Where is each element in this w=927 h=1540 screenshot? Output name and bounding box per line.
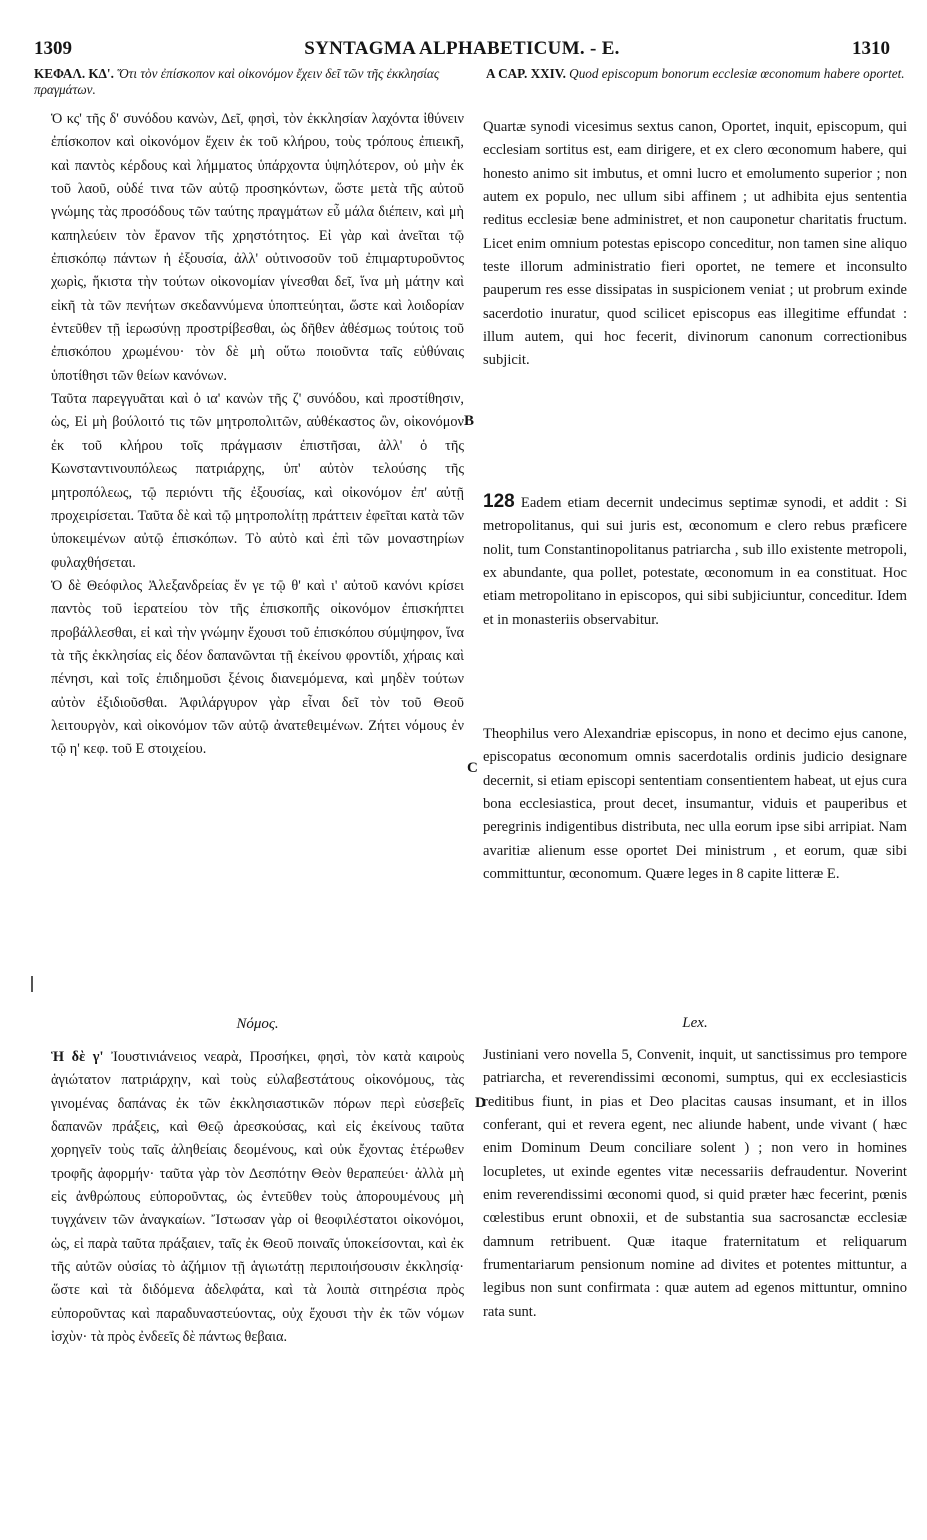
greek-column [51,108,464,762]
margin-mark [31,976,33,992]
latin-column-part-3 [483,723,907,886]
greek-law-paragraph [51,1046,464,1349]
greek-paragraph-1: Ὁ κς' τῆς δ' συνόδου κανὼν, Δεῖ, φησὶ, τὸν ἐκκλησίαν λαχόντα ἰθύνειν ἐπίσκοπον καὶ οἰκονόμον ἔχειν ἐκ τοῦ κλήρου, τοὺς τρόπους ἐπιεικῆ, καὶ παντὸς κέρδους καὶ λήμματος ὑπάρχοντα ὑψηλότερον, οὐ μὴν ἐκ τοῦ λαοῦ, οὐδέ τινα τῶν αὐτῷ προσηκόντων, ὥστε μετὰ τῆς αὐτοῦ γνώμης τὰς προσόδους τῶν ταύτης πραγμάτων εὖ μάλα διέπειν, καὶ μὴ καπηλεύειν τὸν ἔρανον τῆς χρηστότητος. Εἰ γὰρ καὶ ἀνεῖται τῷ ἐπισκόπῳ πάντων ἡ ἐξουσία, ἀλλ' οὐτινοσοῦν τοῦ ἐπιμαρτυροῦντος χωρὶς, ἥκιστα τὴν τούτων οἰκονομίαν γίνεσθαι δεῖ, ἵνα μὴ μάτην καὶ εἰκῆ τὰ τῶν πενήτων σκεδαννύμενα ὑποπτεύηται, ὥστε καὶ λοιδορίαν ἐντεῦθεν τῇ ἱερωσύνῃ προστρίβεσθαι, ὡς δῆθεν ἀθέσμως τούτοις τοῦ ἐπισκόπου χρωμένου· τὸν δὲ μὴ οὕτω ποιοῦντα ταῖς εὐθύναις ὑποτίθησι τῶν θείων κανόνων. [51,111,464,384]
greek-paragraph-3: Ὁ δὲ Θεόφιλος Ἀλεξανδρείας ἔν γε τῷ θ' καὶ ι' αὐτοῦ κανόνι κρίσει παντὸς τοῦ ἱερατείου τὸν τῆς ἐπισκοπῆς οἰκονόμον ἐπισκήπτει προβάλλεσθαι, εἰ καὶ τὴν γνώμην ἔχουσι τοῦ ἐπισκόπου σύμψηφον, ἵνα τὰ τῆς ἐκκλησίας εἰς δέον δαπανῶνται τῇ ἐκείνου φροντίδι, χήραις καὶ πένησι, καὶ τοῖς ἐπιδημοῦσι ξένοις διανεμόμενα, καὶ μηδὲν τούτων αὐτὸν ἐξιδιοῦσθαι. Ἀφιλάργυρον γὰρ εἶναι δεῖ τὸν τοῦ Θεοῦ λειτουργὸν, καὶ οἰκονόμον τῶν αὐτῷ ἀνατεθειμένων. Ζήτει νόμους ἐν τῷ η' κεφ. τοῦ Ε στοιχείου. [51,577,464,758]
latin-chapter-title: Quod episcopum bonorum ecclesiæ œconomum habere oportet. [569,66,905,81]
latin-paragraph-2 [483,490,907,632]
greek-law-text: Ἰουστινιάνειος νεαρὰ, Προσήκει, φησὶ, τὸν κατὰ καιροὺς ἁγιώτατον πατριάρχην, καὶ τοὺς εὐλαβεστάτους οἰκονόμους, τὰς γινομένας δαπάνας ἐκ τῶν ἐκκλησιαστικῶν πόρων περὶ εὐσεβεῖς δαπανῶν πράξεις, καὶ Θεῷ ἀρεσκούσας, καὶ εἰς ἐκείνους ταῦτα χορηγεῖν τοὺς ταῖς ἀληθείαις δεομένους, καὶ οὐκ ἔχοντας ἑτέρωθεν τροφῆς ἀφορμήν· ταῦτα γὰρ τὸν Δεσπότην Θεὸν θεραπεύει· ἀλλὰ μὴ εἰς ἀνθρώπους εὐποροῦντας, ὡς ἐντεῦθεν τοὺς ἀπορουμένους μὴ τυγχάνειν τῶν ἀναγκαίων. Ἴστωσαν γὰρ οἱ θεοφιλέστατοι οἰκονόμοι, ὡς, εἰ παρὰ ταῦτα πράξαιεν, ταῖς ἐκ Θεοῦ ποιναῖς ὑποκείσονται, καὶ ἐκ τῆς αὐτῶν οὐσίας τὸ ἀζήμιον τῇ ἁγιωτάτῃ περιποιήσουσιν ἐκκλησίᾳ· ὥστε καὶ τὰ διδόμενα ἀδελφάτα, καὶ τὰ λοιπὰ σιτηρέσια πρὸς εὐποροῦντας καὶ παραδυναστεύοντας, οὐχ ἔχουσι τὴν ἐκ τῶν νόμων ἰσχὺν· τὰ πρὸς ἐνδεεῖς δὲ πάντως θεβαια. [51,1049,464,1346]
latin-paragraph-1: Quartæ synodi vicesimus sextus canon, Oportet, inquit, episcopum, qui ecclesiam sortitus est, eam dirigere, et ex clero œconomum habere, qui honesto animo sit imbutus, et omni lucro et emolumento superior ; non autem ex populo, nec ullum sibi affinem ; ut adhibita ejus sententia reditus ecclesiæ bene administret, et non cauponetur charitatis fructum. Licet enim omnium potestas episcopo conceditur, non tamen sine aliquo teste illorum administratio fieri oportet, ne temere et inconsulto pauperum res esse dissipatas in suspicionem veniat ; ut probrum exinde sacerdotio inuratur, quod scilicet episcopus eas illegitime effundat : illum autem, qui hoc fecerit, divinorum canonum correctionibus subjicit. [483,119,907,369]
running-head [34,38,890,60]
latin-paragraph-3: Theophilus vero Alexandriæ episcopus, in nono et decimo ejus canone, episcopatus œconomum omnis sacerdotalis ordinis judicio designare decernit, si etiam episcopi sententiam consentientem habeat, ut ejus cura bona ecclesiastica, prout decet, insumantur, viduis et pauperibus et peregrinis indigentibus distributa, nec ulla eorum ipse sibi arripiat. Nam avaritiæ alienum esse oportet Dei ministrum , et eorum, quæ sibi committuntur, œconomum. Quære leges in 8 capite litteræ E. [483,726,907,883]
greek-law-column [51,1046,464,1349]
page-number-right: 1310 [852,38,890,59]
margin-letter-d: D [475,1095,486,1111]
latin-law-column [483,1044,907,1324]
latin-paragraph-2-text: Eadem etiam decernit undecimus septimæ synodi, et addit : Si metropolitanus, qui sui juris est, œconomum e clero rebus præficere nolit, tum Constantinopolitanus patriarcha , sub illo existente metropoli, ex abundante, qua pollet, potestate, œconomum in ea constituat. Hoc etiam metropolitano in episcopos, qui sibi subjiciuntur, conceditur. Idem et in monasteriis observabitur. [483,495,907,628]
greek-chapter-title: Ὅτι τὸν ἐπίσκοπον καὶ οἰκονόμον ἔχειν δεῖ τῶν τῆς ἐκκλησίας πραγμάτων. [34,66,440,97]
page-number-left: 1309 [34,38,72,59]
greek-chapter-heading [34,66,474,98]
greek-chapter-label: ΚΕΦΑΛ. ΚΔ'. [34,66,114,81]
latin-chapter-heading [486,66,906,82]
greek-law-heading: Νόμος. [236,1016,279,1032]
latin-law-paragraph: Justiniani vero novella 5, Convenit, inquit, ut sanctissimus pro tempore patriarcha, et reverendissimi œconomi, sumptus, qui ex ecclesiasticis reditibus fiunt, in pias et Deo placitas causas insumant, et in illos conferant, qui et revera egent, nec aliunde habent, unde vivant ( hæc enim Dominum Deum conciliare solent ) ; non vero in homines locupletes, ut exinde egentes vitæ necessariis defraudentur. Noverint enim reverendissimi œconomi quod, si quid præter hæc fecerint, pœnis cœlestibus erunt obnoxii, et de substantia sua sacrosanctæ ecclesiæ damnum retribuent. Quæ itaque fraternitatum et reliquarum frumentariarum pensionum nomine ad divites et potentes mittuntur, a legibus non sunt confirmata : quæ autem ad egenos mittuntur, omnino rata sunt. [483,1047,907,1320]
latin-law-heading: Lex. [682,1015,708,1031]
latin-column-part-1 [483,116,907,373]
latin-column-part-2 [483,490,907,632]
running-title: SYNTAGMA ALPHABETICUM. - E. [304,38,620,59]
margin-letter-b: B [464,413,475,429]
greek-paragraph-2: Ταῦτα παρεγγυᾶται καὶ ὁ ια' κανὼν τῆς ζ' συνόδου, καὶ προστίθησιν, ὡς, Εἰ μὴ βούλοιτό τις τῶν μητροπολιτῶν, αὐθέκαστος ὢν, οἰκονόμον ἐκ τοῦ κλήρου τοῖς πράγμασιν ἐπιστῆσαι, ἀλλ' ὁ τῆς Κωνσταντινουπόλεως πατριάρχης, ὑπ' αὐτὸν τελούσης τῆς μητροπόλεως, τῷ περιόντι τῆς ἐξουσίας, καὶ οἰκονόμον ἐπ' αὐτῇ προχειρίσεται. Ταῦτα δὲ καὶ τῷ μητροπολίτῃ πράττειν ἐφεῖται κατὰ τῶν ὑποκειμένων αὐτῷ ἐπισκόπων. Τὸ αὐτὸ καὶ ἐπὶ τῶν μοναστηρίων φυλαχθήσεται. [51,391,464,571]
margin-letter-c: C [467,760,478,776]
section-number: 128 [483,491,515,512]
greek-law-lead: Ἡ δὲ γ' [51,1049,104,1065]
latin-chapter-label: A CAP. XXIV. [486,66,566,81]
